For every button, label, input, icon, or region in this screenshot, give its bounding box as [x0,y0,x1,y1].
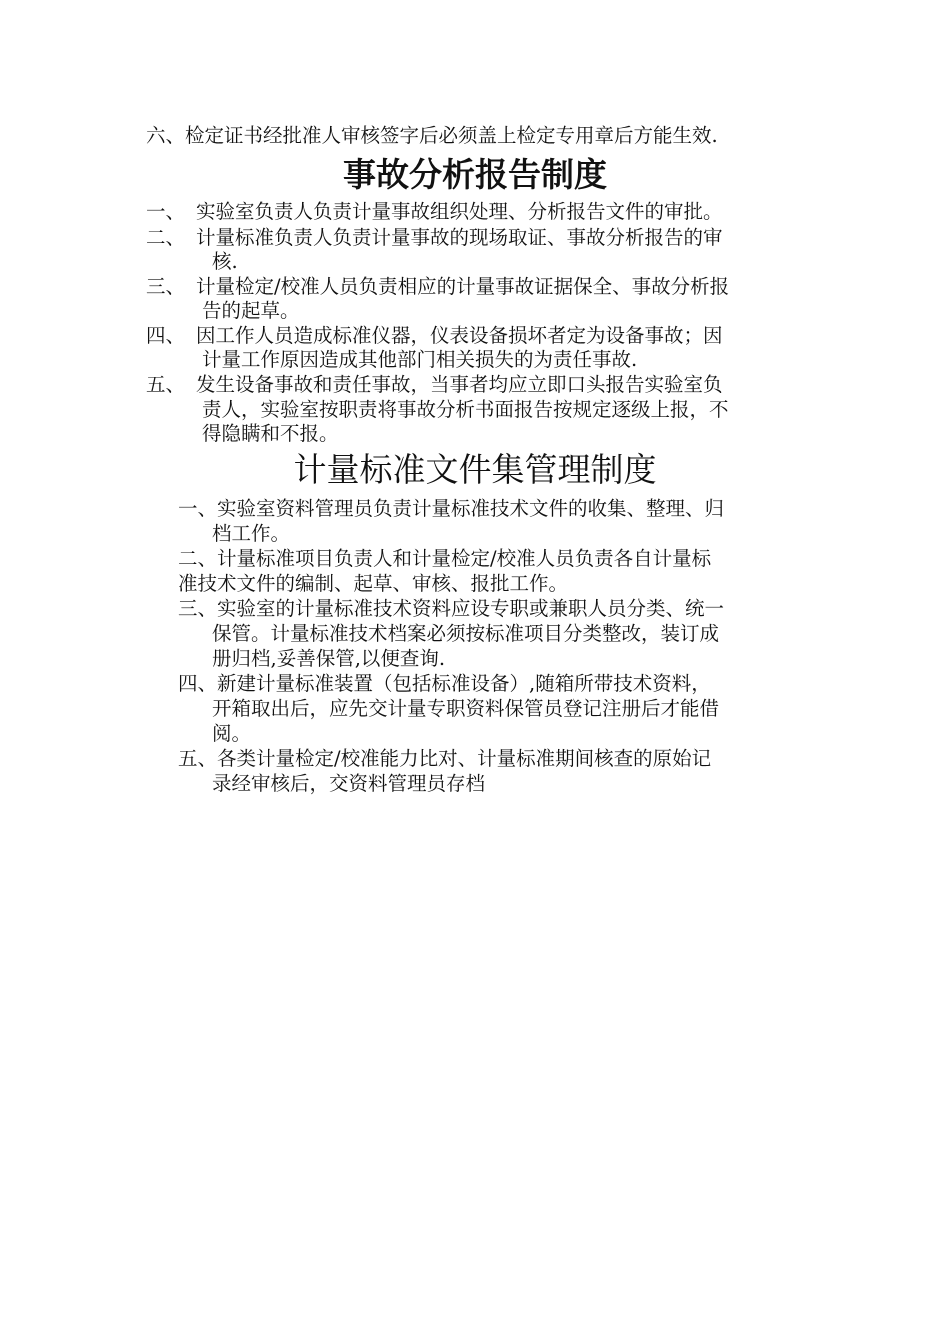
item-text: 阅。 [212,722,252,745]
item-number: 五、 [146,373,186,396]
item-text: 册归档,妥善保管,以便查询. [212,647,446,670]
item-text: 实验室负责人负责计量事故组织处理、分析报告文件的审批。 [196,200,723,223]
item-text: 计量检定/校准人员负责相应的计量事故证据保全、事故分析报 [196,275,730,298]
item-text: 告的起草。 [202,299,300,322]
item-number: 二、 [146,226,186,249]
item-number: 四、 [146,324,186,347]
item-text: 发生设备事故和责任事故，当事者均应立即口头报告实验室负 [196,373,723,396]
item-text: 一、实验室资料管理员负责计量标准技术文件的收集、整理、归 [178,497,725,520]
item-text: 得隐瞒和不报。 [202,422,339,445]
item-text: 录经审核后，交资料管理员存档 [212,772,486,795]
item-text: 责人，实验室按职责将事故分析书面报告按规定逐级上报，不 [202,398,729,421]
item-text: 五、各类计量检定/校准能力比对、计量标准期间核查的原始记 [178,747,712,770]
item-text: 准技术文件的编制、起草、审核、报批工作。 [178,572,569,595]
item-text: 计量标准负责人负责计量事故的现场取证、事故分析报告的审 [196,226,723,249]
item-text: 三、实验室的计量标准技术资料应设专职或兼职人员分类、统一 [178,597,725,620]
carry-over-clause: 六、检定证书经批准人审核签字后必须盖上检定专用章后方能生效. [146,124,718,147]
item-text: 四、新建计量标准装置（包括标准设备）,随箱所带技术资料， [178,672,711,695]
item-text: 因工作人员造成标准仪器，仪表设备损坏者定为设备事故；因 [196,324,723,347]
item-text: 开箱取出后，应先交计量专职资料保管员登记注册后才能借 [212,697,720,720]
item-number: 一、 [146,200,186,223]
item-text: 计量工作原因造成其他部门相关损失的为责任事故. [202,348,638,371]
item-number: 三、 [146,275,186,298]
section-title-accident-report: 事故分析报告制度 [343,155,607,194]
item-text: 保管。计量标准技术档案必须按标准项目分类整改，装订成 [212,622,720,645]
item-text: 档工作。 [212,522,291,545]
item-text: 核. [212,250,238,273]
section-title-standard-documents: 计量标准文件集管理制度 [293,450,657,489]
item-text: 二、计量标准项目负责人和计量检定/校准人员负责各自计量标 [178,547,712,570]
